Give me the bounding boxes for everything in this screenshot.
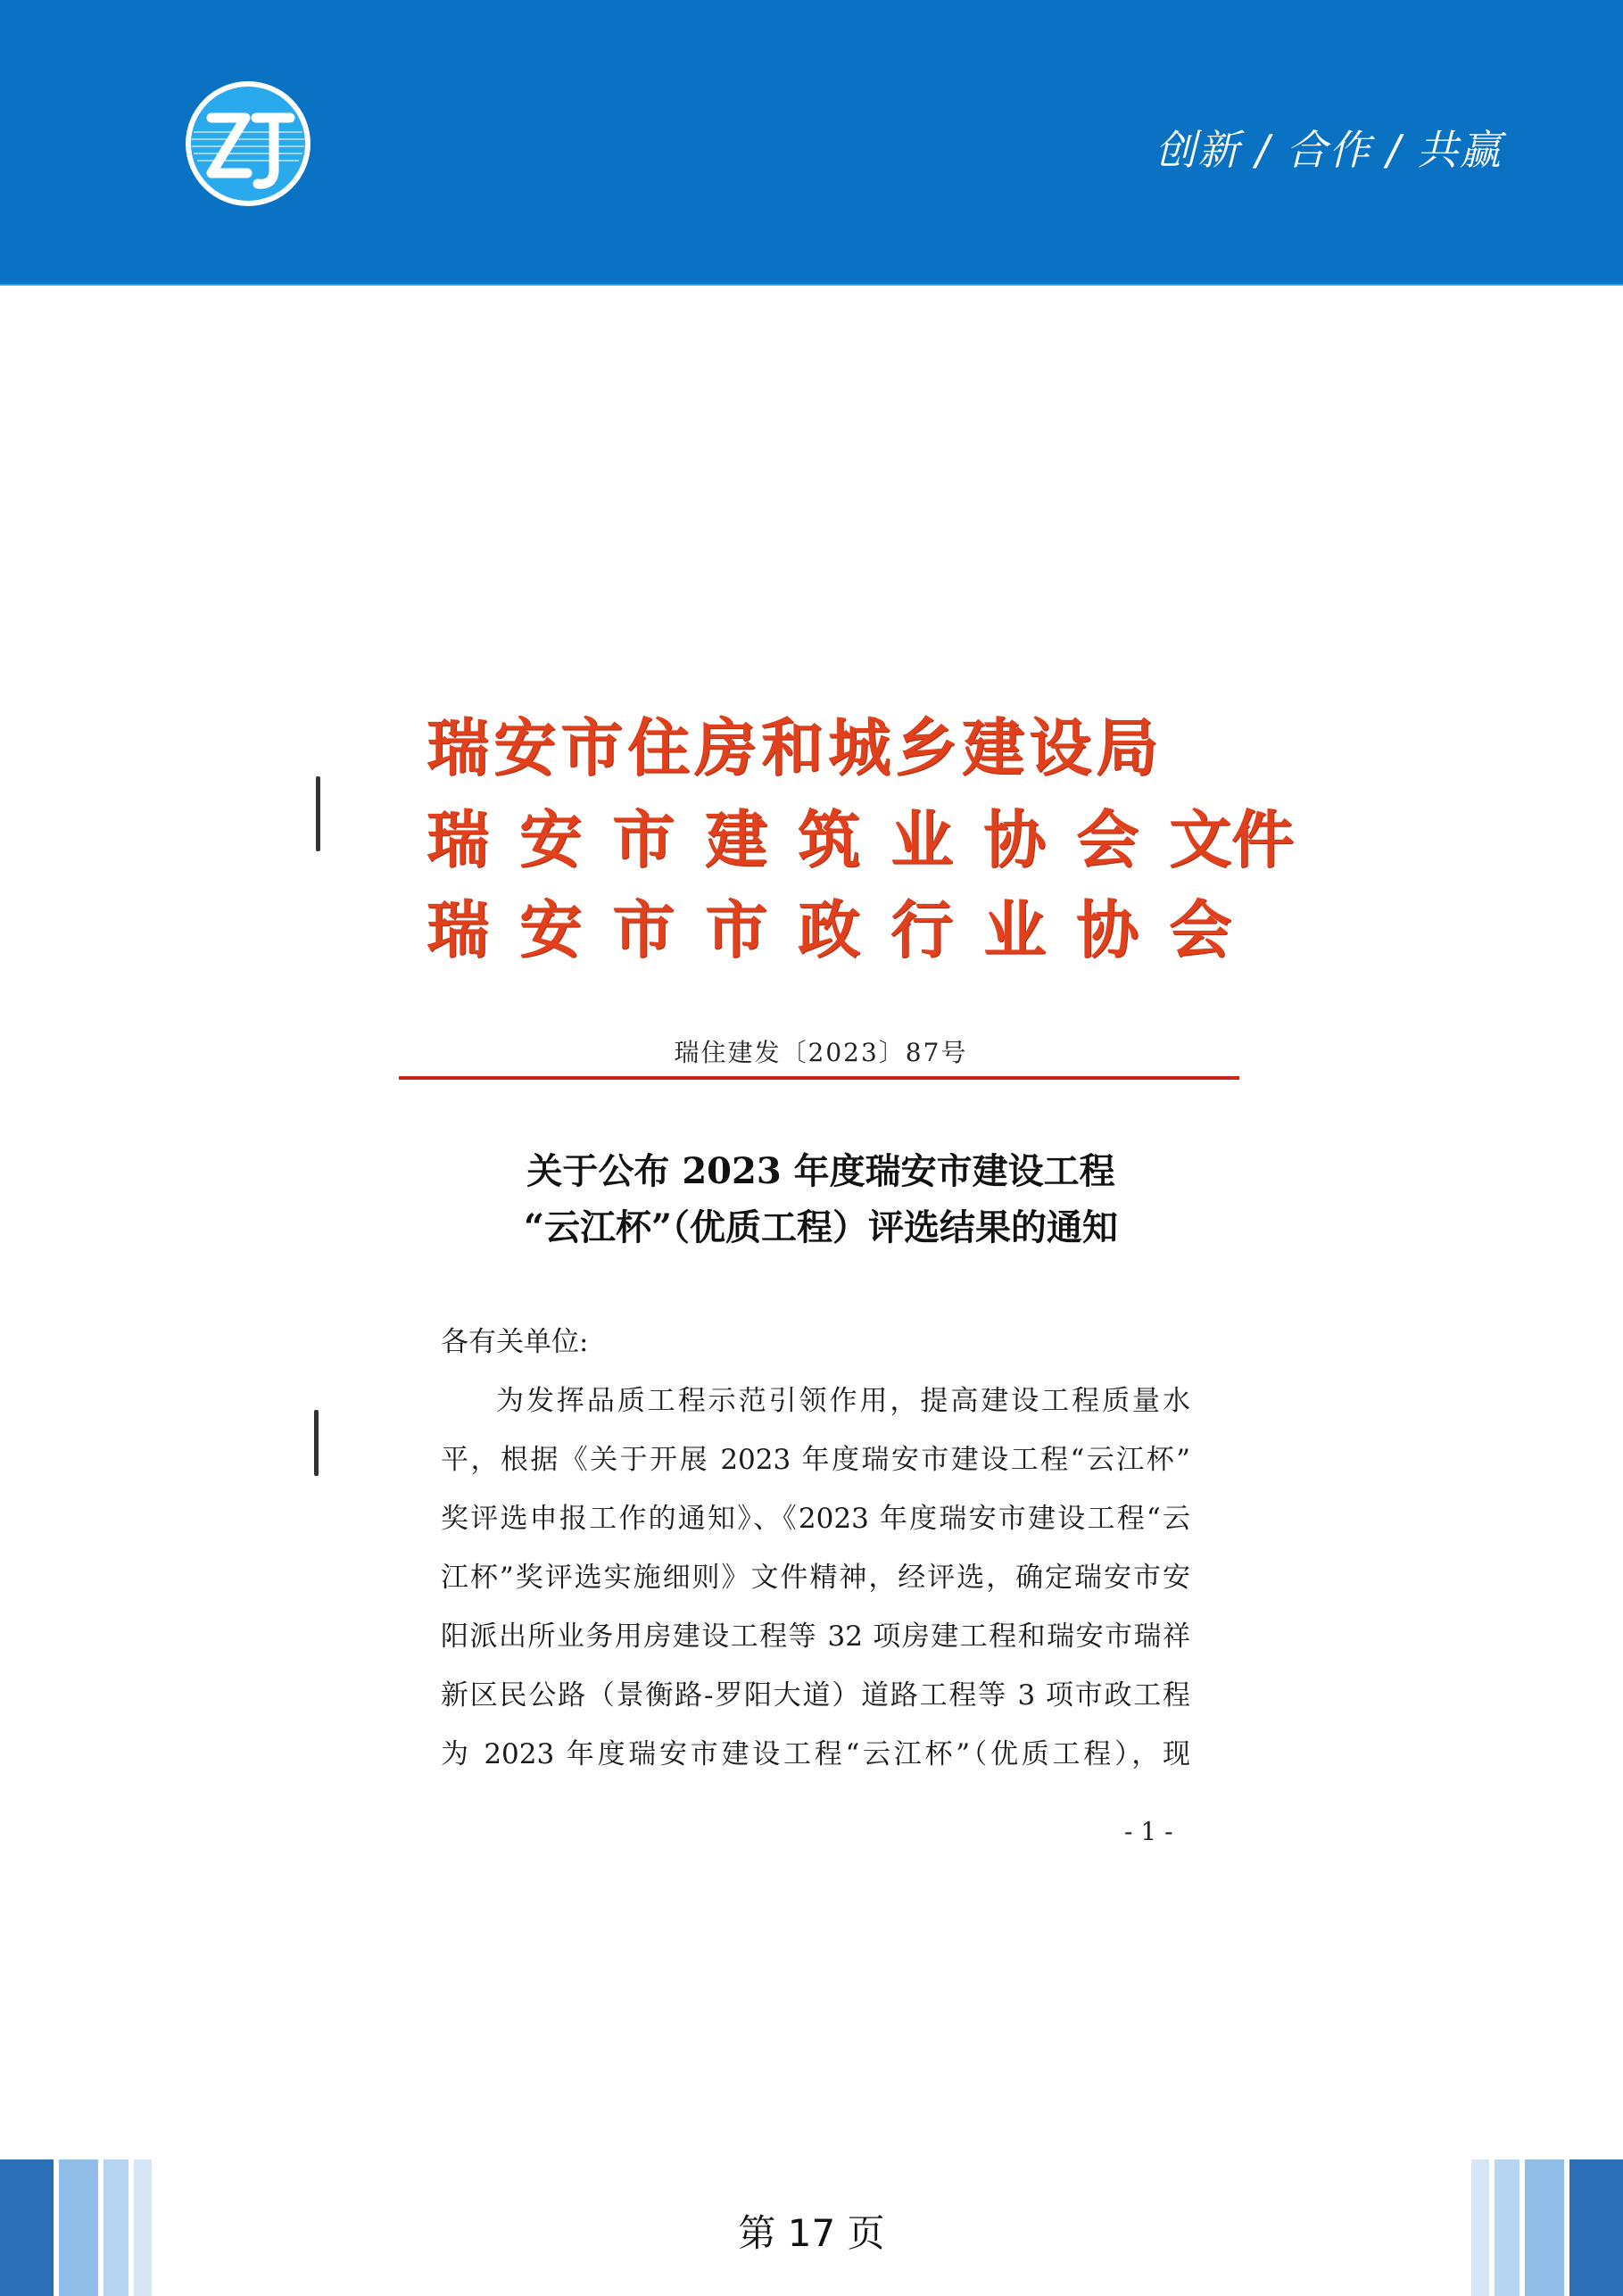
letterhead-line-2 [426,797,1319,883]
body-line: 为发挥品质工程示范引领作用，提高建设工程质量水 [496,1385,1190,1417]
body-line: 为 2023 年度瑞安市建设工程“云江杯”（优质工程），现 [441,1738,1190,1770]
letterhead-line-3-spaced: 瑞安市市政行业协会 [426,892,1262,966]
salutation: 各有关单位: [441,1326,589,1358]
letterhead-line-2-tail: 文件 [1169,802,1294,876]
letterhead-line-3 [426,887,1319,973]
body-line: 新区民公路（景衡路-罗阳大道）道路工程等 3 项市政工程 [441,1679,1190,1712]
body-paragraph [441,1374,1190,1786]
page-number-label: 第 17 页 [738,2211,885,2255]
body-line: 阳派出所业务用房建设工程等 32 项房建工程和瑞安市瑞祥 [441,1620,1190,1653]
red-divider [399,1076,1239,1080]
header-slogan: 创新 / 合作 / 共赢 [1155,126,1503,174]
letterhead-line-2-spaced: 瑞安市建筑业协会 [426,802,1169,876]
document-number: 瑞住建发〔2023〕87号 [674,1038,968,1067]
scan-page-number: - 1 - [1124,1817,1173,1846]
letterhead-line-1: 瑞安市住房和城乡建设局 [426,710,1163,784]
body-line: 平，根据《关于开展 2023 年度瑞安市建设工程“云江杯” [441,1444,1190,1476]
notice-title-line-1: 关于公布 2023 年度瑞安市建设工程 [526,1150,1115,1192]
staple-mark [316,776,320,851]
notice-title-line-2: “云江杯”（优质工程）评选结果的通知 [523,1206,1118,1248]
body-line: 江杯”奖评选实施细则》文件精神，经评选，确定瑞安市安 [441,1562,1190,1594]
staple-mark [314,1410,319,1476]
body-line: 奖评选申报工作的通知》、《2023 年度瑞安市建设工程“云 [441,1503,1190,1535]
company-logo [185,80,311,207]
